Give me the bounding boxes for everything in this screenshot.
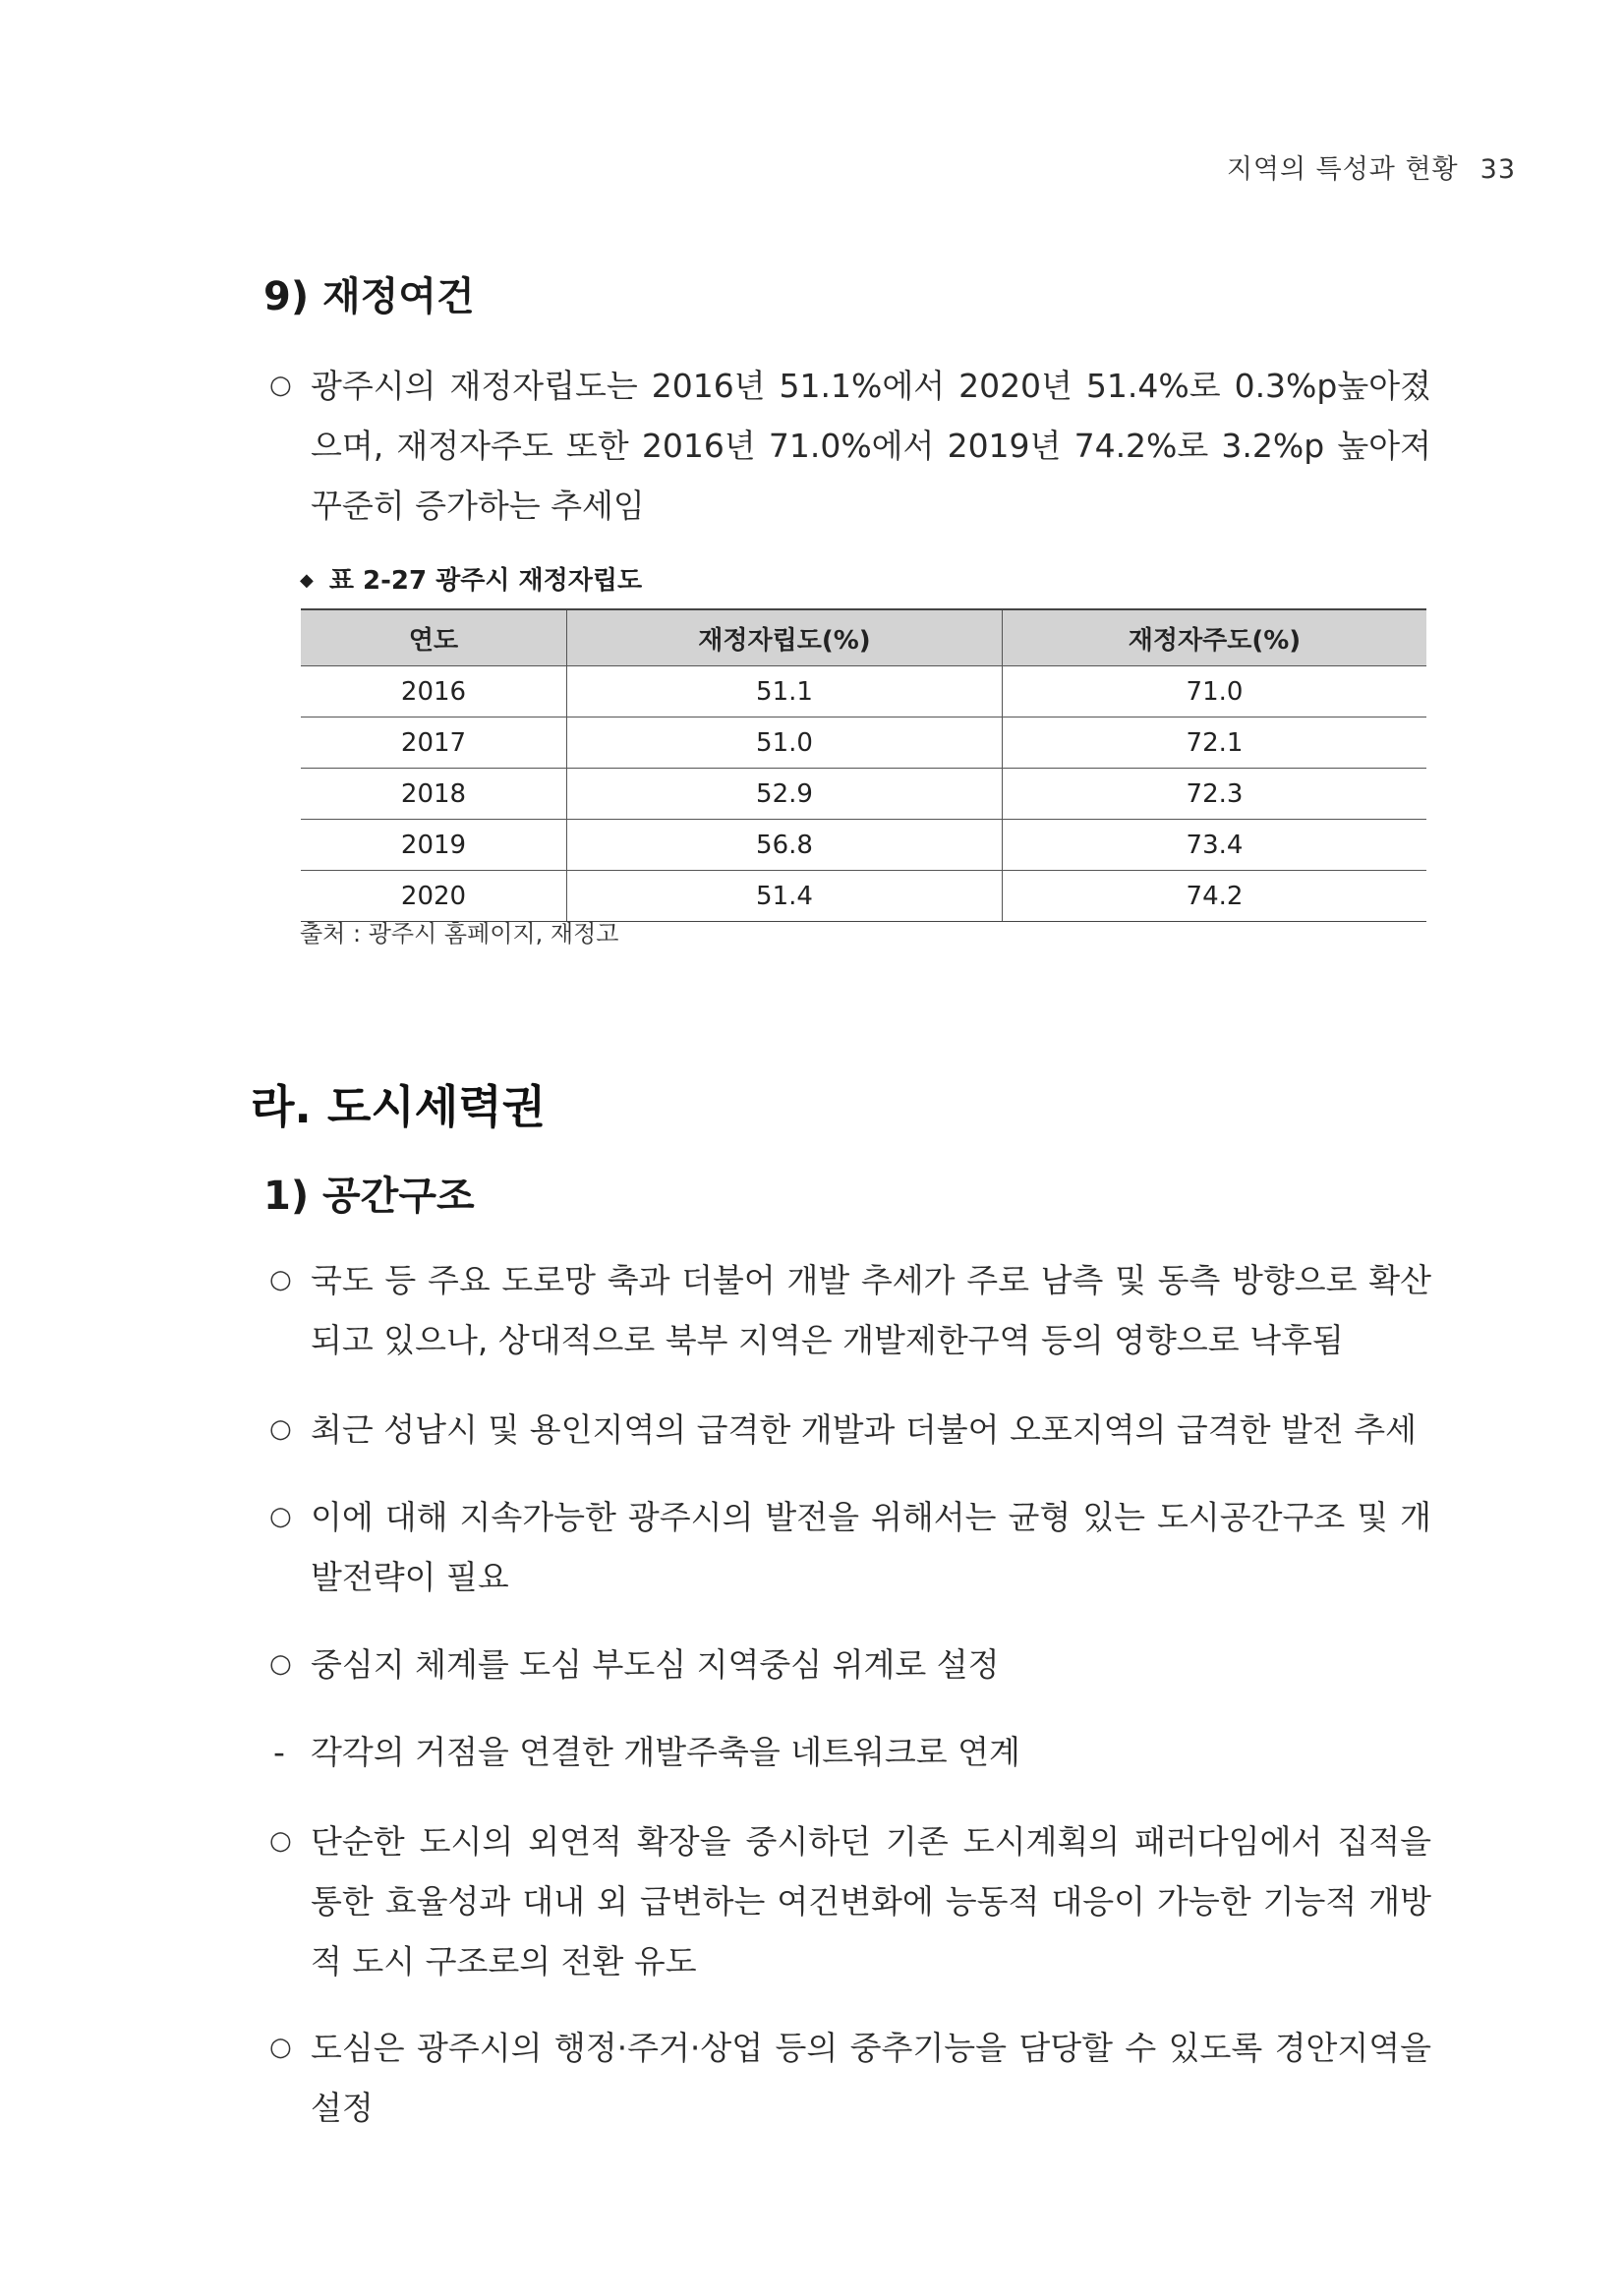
spatial-item-6: [269, 2018, 1431, 2138]
bullet-circle-icon: ○: [269, 1414, 292, 1444]
bullet-circle-icon: ○: [269, 1502, 292, 1531]
bullet-circle-icon: ○: [269, 371, 292, 400]
spatial-item-text: 이에 대해 지속가능한 광주시의 발전을 위해서는 균형 있는 도시공간구조 및 개발전략이 필요: [311, 1498, 1431, 1596]
cell-independence: 52.9: [567, 769, 1003, 820]
cell-year: 2019: [301, 820, 567, 871]
bullet-circle-icon: ○: [269, 1265, 292, 1294]
table-row: [301, 820, 1426, 871]
bullet-circle-icon: ○: [269, 1649, 292, 1679]
section-heading-finance: 9) 재정여건: [263, 274, 475, 319]
spatial-subitem-1: [273, 1722, 1431, 1782]
diamond-icon: ◆: [300, 570, 314, 591]
section-heading-urban-influence: 라. 도시세력권: [251, 1080, 547, 1133]
spatial-item-1: [269, 1250, 1431, 1370]
spatial-item-3: [269, 1487, 1431, 1607]
table-header-row: [301, 609, 1426, 666]
spatial-item-2: [269, 1400, 1431, 1460]
spatial-item-text: 국도 등 주요 도로망 축과 더불어 개발 추세가 주로 남측 및 동측 방향으로 확산되고 있으나, 상대적으로 북부 지역은 개발제한구역 등의 영향으로 낙후됨: [311, 1261, 1431, 1359]
cell-independence: 51.4: [567, 871, 1003, 922]
table-source-note: 출처 : 광주시 홈페이지, 재정고: [300, 920, 619, 947]
finance-table: [301, 608, 1426, 922]
bullet-circle-icon: ○: [269, 1826, 292, 1856]
subsection-heading-spatial-structure: 1) 공간구조: [263, 1174, 475, 1219]
column-header-autonomy: 재정자주도(%): [1003, 609, 1427, 666]
table-caption-text: 표 2-27 광주시 재정자립도: [328, 566, 643, 596]
cell-independence: 51.0: [567, 718, 1003, 769]
spatial-item-text: 단순한 도시의 외연적 확장을 중시하던 기존 도시계획의 패러다임에서 집적을 통한 효율성과 대내 외 급변하는 여건변화에 능동적 대응이 가능한 기능적 개방적 도시 구조로의 전환 유도: [311, 1822, 1431, 1980]
cell-autonomy: 72.1: [1003, 718, 1427, 769]
spatial-item-5: [269, 1811, 1431, 1991]
spatial-item-4: [269, 1635, 1431, 1694]
spatial-item-text: 중심지 체계를 도심 부도심 지역중심 위계로 설정: [311, 1645, 1000, 1684]
spatial-subitem-text: 각각의 거점을 연결한 개발주축을 네트워크로 연계: [311, 1733, 1020, 1771]
table-row: [301, 769, 1426, 820]
column-header-independence: 재정자립도(%): [567, 609, 1003, 666]
cell-independence: 51.1: [567, 666, 1003, 718]
cell-autonomy: 72.3: [1003, 769, 1427, 820]
cell-independence: 56.8: [567, 820, 1003, 871]
spatial-item-text: 최근 성남시 및 용인지역의 급격한 개발과 더불어 오포지역의 급격한 발전 추세: [311, 1410, 1417, 1449]
table-row: [301, 666, 1426, 718]
cell-year: 2017: [301, 718, 567, 769]
column-header-year: 연도: [301, 609, 567, 666]
finance-paragraph: [269, 356, 1431, 536]
bullet-circle-icon: ○: [269, 2033, 292, 2062]
table-caption: [300, 560, 642, 597]
cell-autonomy: 73.4: [1003, 820, 1427, 871]
page-number: 33: [1479, 154, 1516, 185]
finance-paragraph-text: 광주시의 재정자립도는 2016년 51.1%에서 2020년 51.4%로 0.3%p높아졌으며, 재정자주도 또한 2016년 71.0%에서 2019년 74.2%로 3.2%p 높아져 꾸준히 증가하는 추세임: [311, 367, 1431, 525]
dash-marker: -: [273, 1733, 285, 1771]
cell-autonomy: 74.2: [1003, 871, 1427, 922]
cell-year: 2020: [301, 871, 567, 922]
cell-year: 2018: [301, 769, 567, 820]
table-row: [301, 718, 1426, 769]
cell-autonomy: 71.0: [1003, 666, 1427, 718]
header-title: 지역의 특성과 현황: [1226, 154, 1459, 185]
running-header: [1227, 147, 1516, 186]
cell-year: 2016: [301, 666, 567, 718]
spatial-item-text: 도심은 광주시의 행정·주거·상업 등의 중추기능을 담당할 수 있도록 경안지역을 설정: [311, 2029, 1431, 2127]
